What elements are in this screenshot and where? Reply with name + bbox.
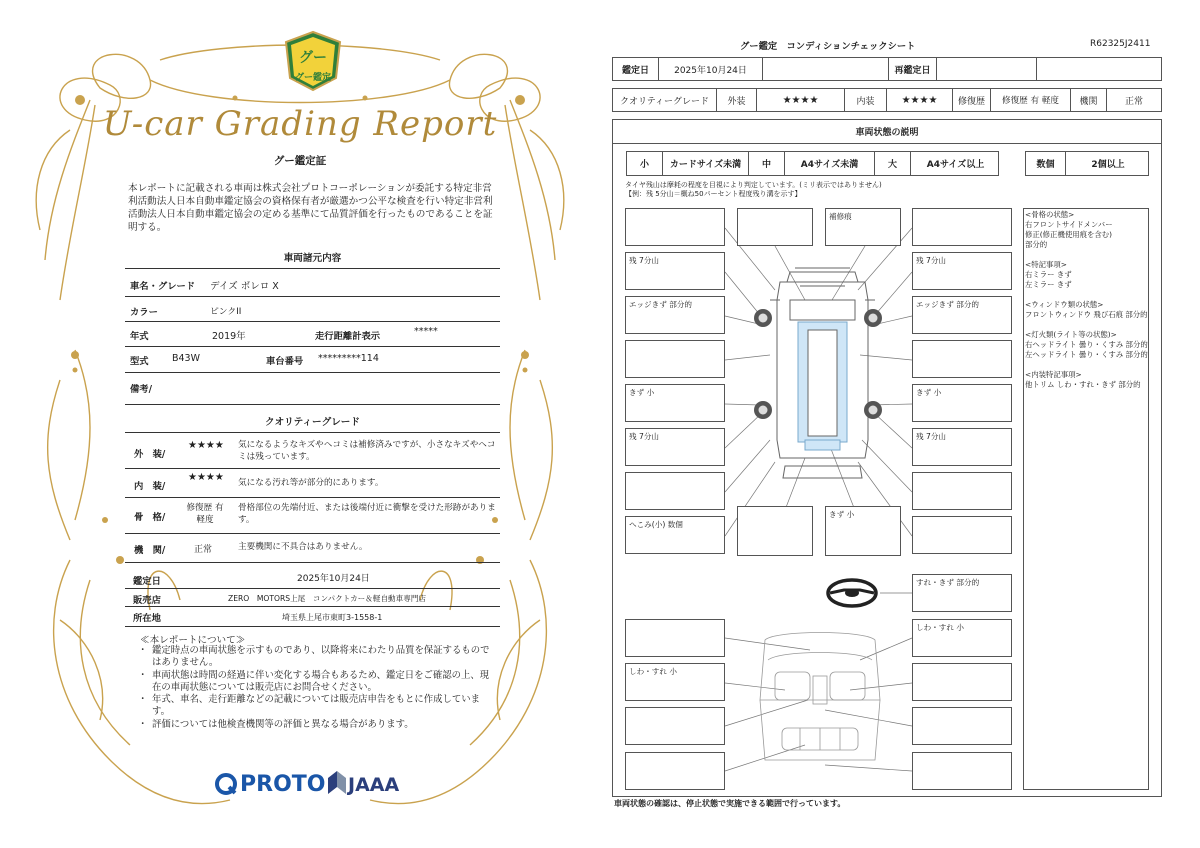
divider: [125, 296, 500, 297]
damage-box-right-fender: エッジきず 部分的: [912, 296, 1012, 334]
grade-exterior-label: 外 装/: [134, 449, 166, 460]
dealer-value: ZERO MOTORS上尾 コンパクトカー＆軽自動車専門店: [228, 594, 427, 603]
cert-intro-text: 本レポートに記載される車両は株式会社プロトコーポレーションが委託する特定非営利活動法人日本自動車鑑定協会の資格保有者が厳選かつ公平な検査を行い特定非営利活動法人日本自動車鑑定協会の定める基準にて品質評価を行ったものであることを証明する。: [128, 183, 493, 233]
divider: [125, 533, 500, 534]
damage-box: [625, 752, 725, 790]
tire-box-front-right: 残 7分山: [912, 252, 1012, 290]
size-large-desc: A4サイズ以上: [926, 160, 985, 170]
damage-box: [737, 506, 813, 556]
damage-box-left-seat: しわ・すれ 小: [625, 663, 725, 701]
grade-frame-value: 修復歴 有 軽度: [186, 503, 224, 525]
tire-example: 【例：残 5分山＝概ね50パーセント程度残り溝を示す】: [625, 190, 802, 198]
damage-box: [625, 619, 725, 657]
note-item: ・ 鑑定時点の車両状態を示すものであり、以降将来にわたり品質を保証するものではありません。: [140, 645, 492, 670]
damage-box-left-door: きず 小: [625, 384, 725, 422]
size-small-desc: カードサイズ未満: [663, 152, 749, 175]
damage-box: [912, 752, 1012, 790]
tire-box-front-left: 残 7分山: [625, 252, 725, 290]
damage-box-front-bumper: 補修痕: [825, 208, 901, 246]
address-value: 埼玉県上尾市東町3-1558-1: [282, 613, 383, 622]
divider: [125, 346, 500, 347]
mileage-label: 走行距離計表示: [315, 331, 381, 342]
tire-note: タイヤ残山は摩耗の程度を目視により判定しています。(ミリ表示ではありません): [625, 181, 882, 189]
damage-box: [625, 208, 725, 246]
proto-logo: PROTO: [240, 772, 326, 797]
damage-box: [737, 208, 813, 246]
cert-heading: U-car Grading Report: [102, 104, 498, 144]
grade-exterior-value: ★★★★: [188, 440, 224, 451]
damage-box: [912, 707, 1012, 745]
note-item: ・ 評価については他検査機関等の評価と異なる場合があります。: [140, 719, 492, 731]
size-large: 大: [875, 152, 911, 175]
damage-box-rear-bumper: きず 小: [825, 506, 901, 556]
sheet-ref: R62325J2411: [1090, 39, 1151, 49]
damage-box: [625, 707, 725, 745]
notes-title: ≪本レポートについて≫: [140, 635, 246, 646]
grade-engine-desc: 主要機関に不具合はありません。: [238, 542, 368, 552]
chassis-label: 車台番号: [266, 356, 304, 367]
divider: [125, 432, 500, 433]
interior-label: 内装: [845, 89, 887, 111]
remarks-label: 備考/: [130, 384, 152, 395]
divider: [125, 372, 500, 373]
sheet-footer: 車両状態の確認は、停止状態で実施できる範囲で行っています。: [614, 799, 846, 808]
damage-box-steering: すれ・きず 部分的: [912, 574, 1012, 612]
damage-box: [912, 208, 1012, 246]
damage-box: [912, 663, 1012, 701]
chassis-value: *********114: [318, 353, 379, 364]
damage-box-left-fender: エッジきず 部分的: [625, 296, 725, 334]
repair-label: 修復歴: [953, 89, 991, 111]
model-value: B43W: [172, 353, 200, 364]
note-item: ・ 年式、車名、走行距離などの記載については販売店申告をもとに作成しています。: [140, 694, 492, 719]
divider: [125, 588, 500, 589]
notes-list: [140, 645, 492, 731]
divider: [125, 626, 500, 627]
repair-value: 修復歴 有 軽度: [991, 89, 1071, 111]
grade-interior-label: 内 装/: [134, 481, 166, 492]
divider: [125, 562, 500, 563]
year-label: 年式: [130, 331, 149, 342]
badge-label: グー鑑定: [294, 73, 331, 83]
count-label: 数個: [1026, 152, 1066, 175]
color-label: カラー: [130, 307, 158, 318]
color-value: ピンクII: [210, 307, 242, 317]
divider: [125, 606, 500, 607]
jaaa-logo-icon: [327, 770, 347, 796]
divider: [125, 468, 500, 469]
sheet-title: グー鑑定 コンディションチェックシート: [740, 41, 916, 52]
year-value: 2019年: [212, 331, 246, 342]
divider: [125, 404, 500, 405]
note-item: ・ 車両状態は時間の経過に伴い変化する場合もあるため、鑑定日をご確認の上、現在の車両状態については販売店にお問合せください。: [140, 670, 492, 695]
mileage-value: *****: [414, 326, 438, 337]
engine-value: 正常: [1124, 96, 1143, 107]
sheet-date-value: 2025年10月24日: [659, 58, 763, 80]
condition-notes: <骨格の状態> 右フロントサイドメンバー 修正(修正機使用痕を含む) 部分的 <特記事項> 右ミラー きず 左ミラー きず <ウィンドウ類の状態> フロントウィンドウ 飛び石痕 部分的 <灯火類(ライト等の状態)> 右ヘッドライト 曇り・くすみ 部分的 左ヘッドライト 曇り・くすみ 部分的 <内装特記事項> 他トリム しわ・すれ・きず 部分的: [1025, 210, 1148, 389]
grade-frame-desc: 骨格部位の先端付近、または後端付近に衝撃を受けた形跡があります。: [238, 503, 496, 525]
grade-interior-desc: 気になる汚れ等が部分的にあります。: [238, 478, 384, 488]
grade-exterior-desc: 気になるようなキズやヘコミは補修済みですが、小さなキズやヘコミは残っています。: [238, 440, 496, 462]
sheet-date-label: 鑑定日: [613, 58, 659, 80]
car-name-value: デイズ ボレロ X: [210, 281, 279, 292]
jaaa-logo: JAAA: [348, 774, 400, 796]
damage-box-right-door: きず 小: [912, 384, 1012, 422]
grade-section-title: クオリティーグレード: [265, 417, 360, 428]
cert-subtitle: グー鑑定証: [273, 155, 327, 167]
engine-label: 機関: [1071, 89, 1107, 111]
damage-box: [625, 340, 725, 378]
divider: [125, 497, 500, 498]
exterior-value: ★★★★: [757, 89, 845, 111]
divider: [125, 268, 500, 269]
grade-engine-value: 正常: [194, 545, 213, 555]
reinspect-label: 再鑑定日: [889, 58, 937, 80]
exterior-label: 外装: [717, 89, 757, 111]
date-value: 2025年10月24日: [297, 574, 370, 584]
size-small: 小: [627, 152, 663, 175]
size-medium-desc: A4サイズ未満: [785, 152, 875, 175]
address-label: 所在地: [133, 613, 161, 624]
car-name-label: 車名・グレード: [130, 281, 196, 292]
interior-value: ★★★★: [887, 89, 953, 111]
damage-box: [912, 516, 1012, 554]
steering-wheel-icon: [828, 580, 876, 606]
proto-logo-icon: [214, 772, 238, 796]
count-desc: 2個以上: [1091, 160, 1125, 170]
tire-box-rear-right: 残 7分山: [912, 428, 1012, 466]
damage-box: [625, 472, 725, 510]
date-label: 鑑定日: [133, 576, 161, 587]
damage-box-rear-left: へこみ(小) 数個: [625, 516, 725, 554]
grade-interior-value: ★★★★: [188, 472, 224, 483]
grade-frame-label: 骨 格/: [134, 512, 166, 523]
damage-box-front-seat: しわ・すれ 小: [912, 619, 1012, 657]
damage-box: [912, 340, 1012, 378]
svg-text:グー: グー: [299, 50, 327, 66]
section-title: 車両状態の説明: [612, 119, 1162, 144]
spec-section-title: 車両諸元内容: [283, 253, 342, 264]
condition-check-sheet: [600, 0, 1200, 848]
tire-box-rear-left: 残 7分山: [625, 428, 725, 466]
dealer-label: 販売店: [133, 595, 161, 606]
grade-engine-label: 機 関/: [134, 545, 166, 556]
size-medium: 中: [749, 152, 785, 175]
quality-label: クオリティーグレード: [613, 89, 717, 111]
model-label: 型式: [130, 356, 149, 367]
divider: [125, 321, 500, 322]
damage-box: [912, 472, 1012, 510]
